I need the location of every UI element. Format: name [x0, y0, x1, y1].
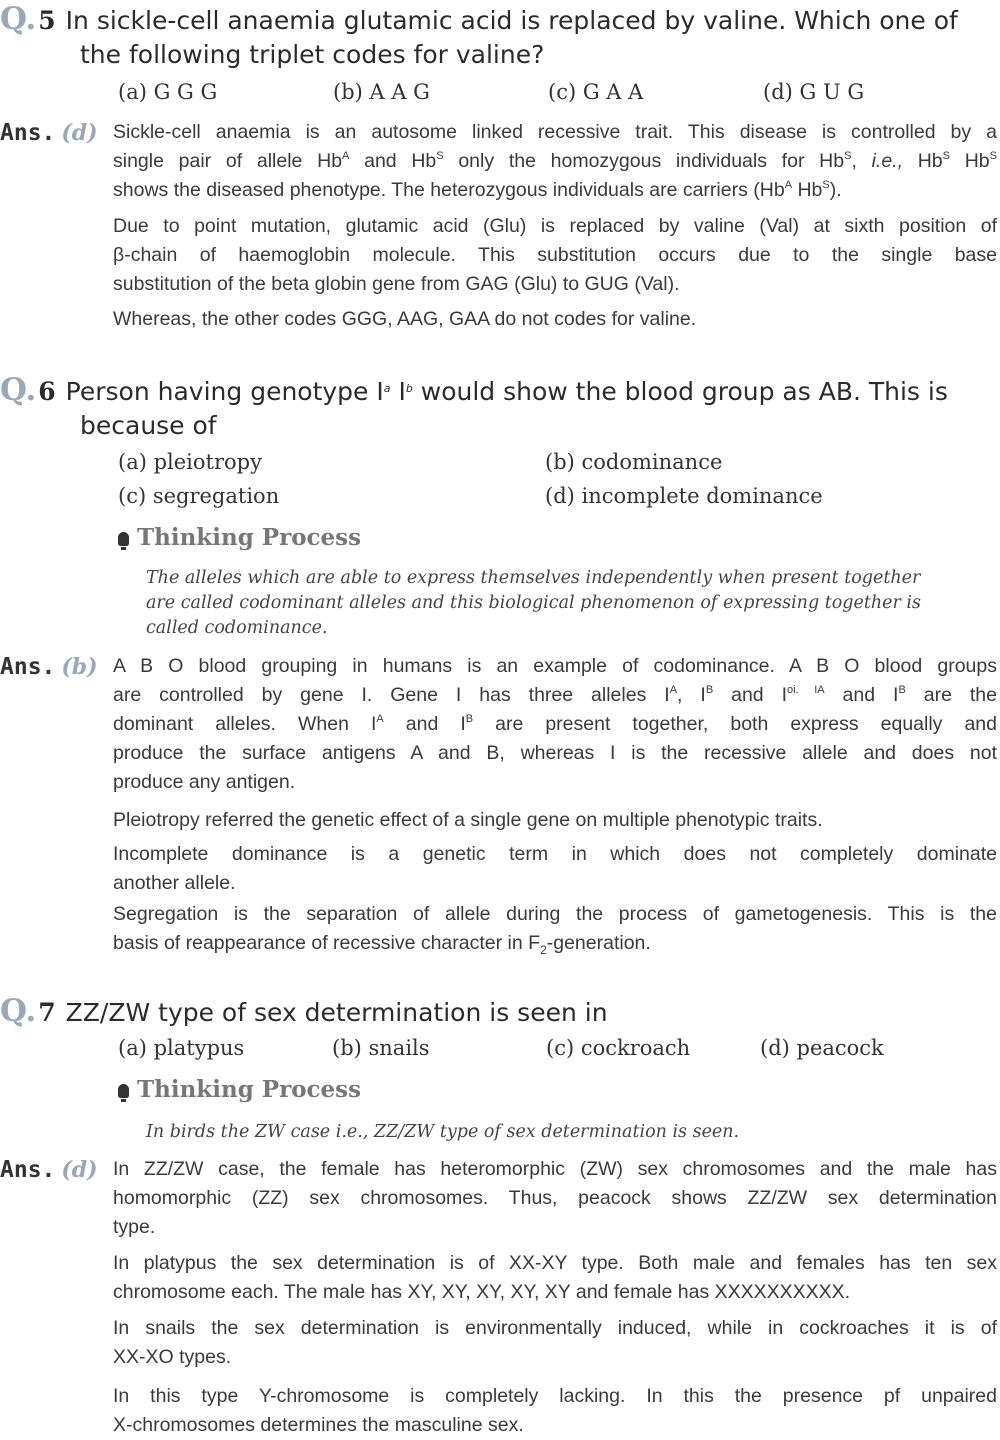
- q5-answer-para-3: [113, 305, 997, 334]
- text-line: called codominance.: [146, 618, 328, 638]
- question-text-line-2: because of: [80, 411, 217, 440]
- option-d: (d) incomplete dominance: [545, 484, 823, 508]
- thinking-process-text: [146, 1120, 946, 1145]
- text-line: are called codominant alleles and this biological phenomenon of expressing together is: [146, 593, 921, 613]
- option-a: (a) G G G: [118, 80, 218, 104]
- question-text-line-1: In sickle-cell anaemia glutamic acid is replaced by valine. Which one of: [65, 6, 958, 35]
- text-line: Whereas, the other codes GGG, AAG, GAA do not codes for valine.: [113, 308, 697, 330]
- question-number: 5: [38, 6, 56, 35]
- text-line: X-chromosomes determines the masculine sex.: [113, 1414, 524, 1436]
- option-b: (b) A A G: [333, 80, 430, 104]
- q7-answer-para-4: [113, 1382, 997, 1440]
- text-line: dominant alleles. When $I^A$ and $I^B$ are present together, both express equally and: [113, 713, 998, 735]
- question-marker: Q.: [0, 993, 37, 1029]
- question-text-line-1: ZZ/ZW type of sex determination is seen in: [65, 998, 608, 1027]
- answer-option: (d): [61, 120, 98, 146]
- text-line: In this type Y-chromosome is completely lacking. In this the presence pf unpaired: [113, 1385, 997, 1407]
- text-line: The alleles which are able to express themselves independently when present together: [146, 568, 921, 588]
- text-line: Segregation is the separation of allele during the process of gametogenesis. This is the: [113, 903, 997, 925]
- text-line: single pair of allele $Hb^A$ and $Hb^S$ only the homozygous individuals for $Hb^S$, i.e., $Hb^S$ $Hb^S$: [113, 150, 997, 172]
- q7-answer-para-3: [113, 1314, 997, 1372]
- lightbulb-icon: [118, 1084, 129, 1098]
- option-a: (a) platypus: [118, 1036, 245, 1060]
- text-line: homomorphic (ZZ) sex chromosomes. Thus, peacock shows ZZ/ZW sex determination: [113, 1187, 997, 1209]
- q6-answer-para-1: [113, 652, 997, 797]
- text-line: another allele.: [113, 872, 236, 894]
- text-line: shows the diseased phenotype. The heterozygous individuals are carriers ($Hb^A$ $Hb^S$).: [113, 179, 842, 201]
- text-line: Incomplete dominance is a genetic term in which does not completely dominate: [113, 843, 997, 865]
- option-d: (d) G U G: [763, 80, 865, 104]
- text-line: β-chain of haemoglobin molecule. This substitution occurs due to the single base: [113, 244, 997, 266]
- option-c: (c) segregation: [118, 484, 280, 508]
- question-number: 7: [38, 998, 56, 1027]
- text-line: produce any antigen.: [113, 771, 296, 793]
- text-line: A B O blood grouping in humans is an example of codominance. A B O blood groups: [113, 655, 997, 677]
- thinking-process-title: Thinking Process: [137, 524, 362, 551]
- lightbulb-icon: [118, 532, 129, 546]
- answer-label-text: Ans.: [0, 120, 56, 146]
- text-line: In ZZ/ZW case, the female has heteromorphic (ZW) sex chromosomes and the male has: [113, 1158, 997, 1180]
- text-line: type.: [113, 1216, 156, 1238]
- answer-label: [0, 1157, 98, 1183]
- text-line: In snails the sex determination is environmentally induced, while in cockroaches it is of: [113, 1317, 997, 1339]
- answer-label-text: Ans.: [0, 1157, 56, 1183]
- option-c: (c) cockroach: [546, 1036, 691, 1060]
- option-b: (b) snails: [332, 1036, 430, 1060]
- thinking-process-heading: [118, 1076, 361, 1103]
- answer-label-text: Ans.: [0, 654, 56, 680]
- option-b: (b) codominance: [545, 450, 723, 474]
- q5-answer-para-1: [113, 118, 997, 205]
- text-line: Pleiotropy referred the genetic effect of a single gene on multiple phenotypic traits.: [113, 809, 823, 831]
- text-line: are controlled by gene I. Gene I has three alleles $I^A$, $I^B$ and $I^{oi. IA}$ and $I^B$ are the: [113, 684, 997, 706]
- text-line: In platypus the sex determination is of XX-XY type. Both male and females has ten sex: [113, 1252, 997, 1274]
- q5-answer-para-2: [113, 212, 997, 299]
- q6-answer-para-3: [113, 840, 997, 898]
- option-d: (d) peacock: [760, 1036, 884, 1060]
- answer-option: (b): [61, 654, 98, 680]
- thinking-process-text: [146, 566, 946, 641]
- q7-answer-para-2: [113, 1249, 997, 1307]
- q6-answer-para-2: [113, 806, 997, 835]
- answer-label: [0, 654, 98, 680]
- question-text-line-2: the following triplet codes for valine?: [80, 40, 545, 69]
- thinking-process-heading: [118, 524, 361, 551]
- answer-option: (d): [61, 1157, 98, 1183]
- text-line: Due to point mutation, glutamic acid (Glu) is replaced by valine (Val) at sixth position of: [113, 215, 997, 237]
- question-text-line-1: Person having genotype $I^a$ $I^b$ would show the blood group as AB. This is: [65, 377, 948, 406]
- option-a: (a) pleiotropy: [118, 450, 262, 474]
- question-number: 6: [38, 377, 56, 406]
- question-5: [0, 2, 1000, 72]
- text-line: In birds the ZW case i.e., ZZ/ZW type of sex determination is seen.: [146, 1122, 740, 1142]
- question-marker: Q.: [0, 372, 37, 408]
- text-line: basis of reappearance of recessive character in $F_2$-generation.: [113, 932, 651, 957]
- thinking-process-title: Thinking Process: [137, 1076, 362, 1103]
- option-c: (c) G A A: [548, 80, 644, 104]
- question-marker: Q.: [0, 1, 37, 37]
- q6-answer-para-4: [113, 900, 997, 958]
- answer-label: [0, 120, 98, 146]
- text-line: Sickle-cell anaemia is an autosome linked recessive trait. This disease is controlled by a: [113, 121, 997, 143]
- q7-answer-para-1: [113, 1155, 997, 1242]
- text-line: chromosome each. The male has XY, XY, XY, XY, XY and female has XXXXXXXXXX.: [113, 1281, 851, 1303]
- question-7: [0, 994, 1000, 1030]
- question-6: [0, 373, 1000, 443]
- text-line: produce the surface antigens A and B, whereas I is the recessive allele and does not: [113, 742, 997, 764]
- text-line: XX-XO types.: [113, 1346, 232, 1368]
- text-line: substitution of the beta globin gene from GAG (Glu) to GUG (Val).: [113, 273, 680, 295]
